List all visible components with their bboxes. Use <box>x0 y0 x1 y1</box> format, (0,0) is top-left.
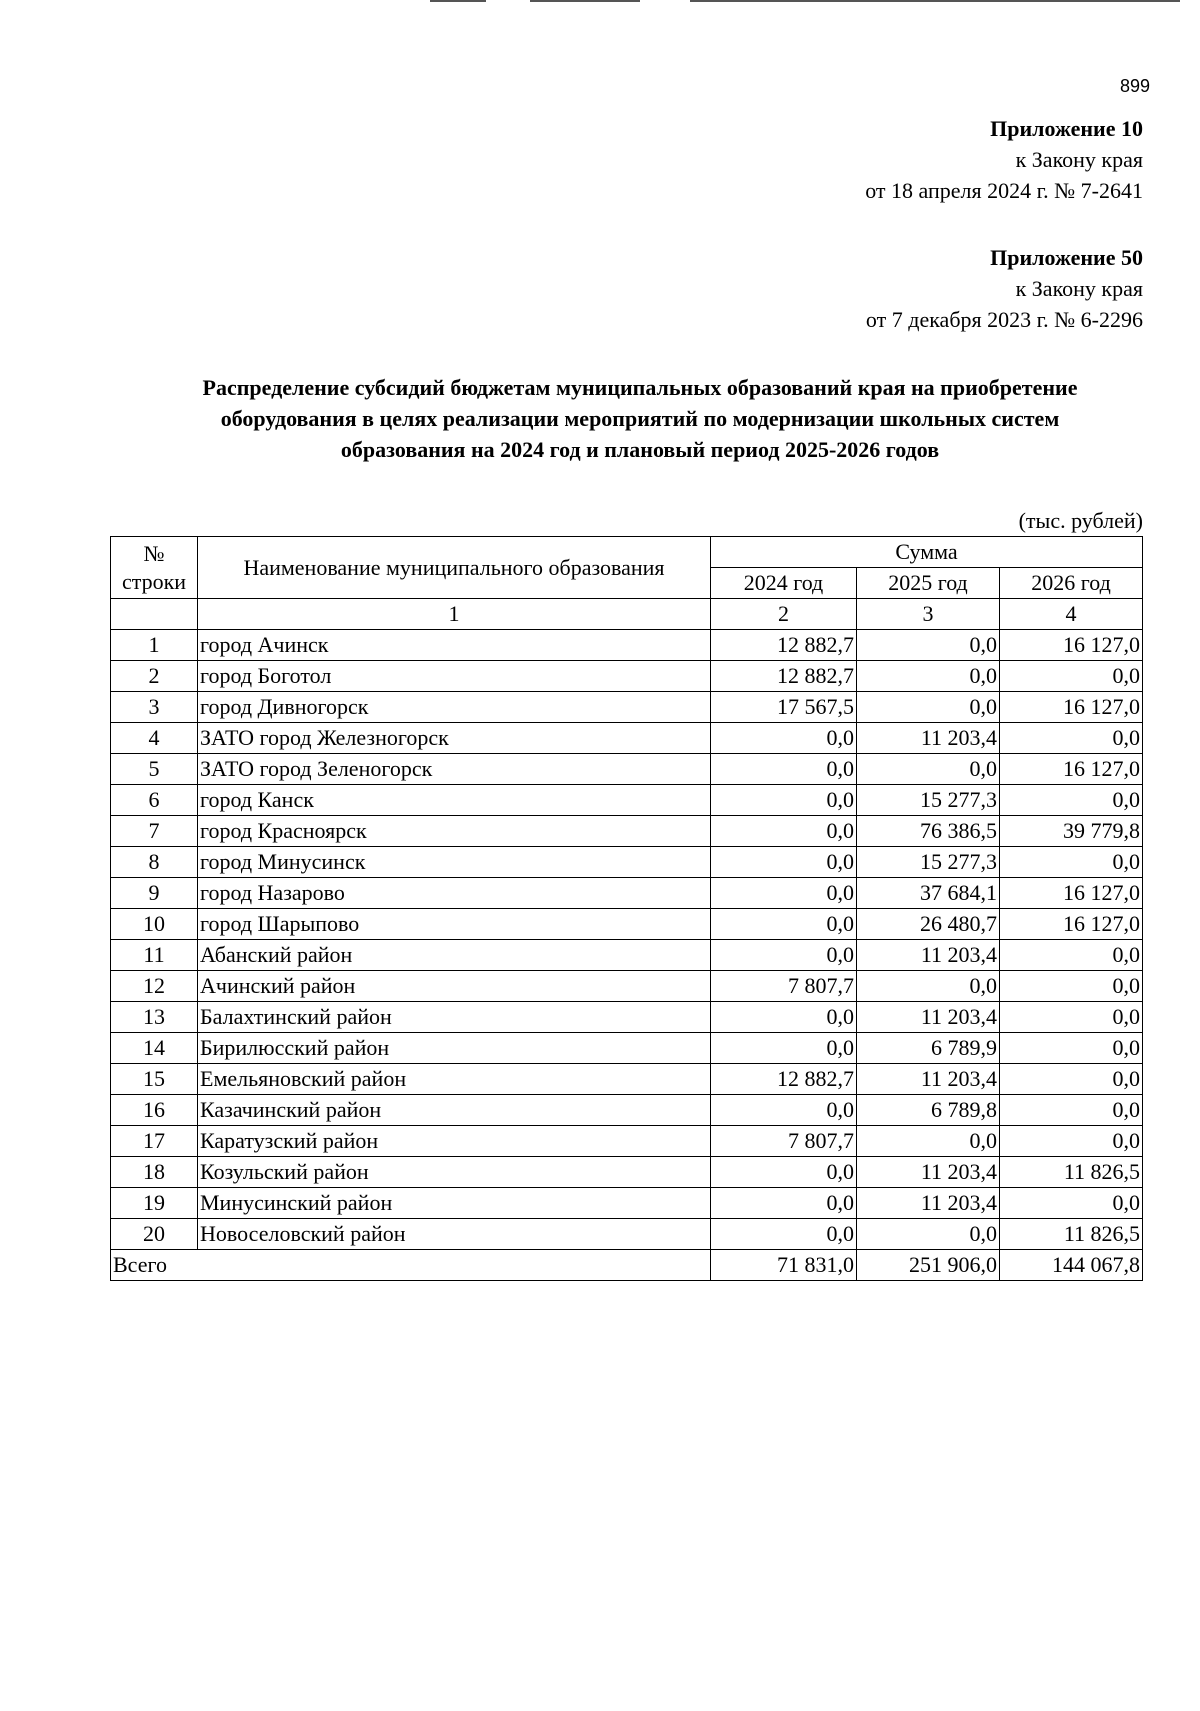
amount-2025: 15 277,3 <box>857 785 1000 816</box>
amount-2025: 6 789,9 <box>857 1033 1000 1064</box>
amount-2025: 0,0 <box>857 1126 1000 1157</box>
amount-2026: 0,0 <box>1000 785 1143 816</box>
table-body <box>111 630 1143 1250</box>
municipality-name: Ачинский район <box>198 971 711 1002</box>
amount-2026: 16 127,0 <box>1000 692 1143 723</box>
row-number: 9 <box>111 878 198 909</box>
amount-2025: 11 203,4 <box>857 723 1000 754</box>
amount-2025: 11 203,4 <box>857 1002 1000 1033</box>
row-number: 18 <box>111 1157 198 1188</box>
table-row <box>111 1126 1143 1157</box>
amount-2025: 0,0 <box>857 630 1000 661</box>
amount-2026: 0,0 <box>1000 661 1143 692</box>
table-row <box>111 754 1143 785</box>
amount-2025: 0,0 <box>857 661 1000 692</box>
total-label: Всего <box>111 1250 711 1281</box>
annex-original <box>866 242 1143 335</box>
annex-law-ref: к Закону края <box>1015 276 1143 301</box>
header-year-2024: 2024 год <box>711 568 857 599</box>
annex-title: Приложение 50 <box>990 245 1143 270</box>
amount-2024: 0,0 <box>711 847 857 878</box>
table-row <box>111 661 1143 692</box>
row-number: 14 <box>111 1033 198 1064</box>
amount-2024: 0,0 <box>711 909 857 940</box>
table-row <box>111 1064 1143 1095</box>
amount-2025: 37 684,1 <box>857 878 1000 909</box>
municipality-name: Балахтинский район <box>198 1002 711 1033</box>
amount-2024: 7 807,7 <box>711 1126 857 1157</box>
row-number: 10 <box>111 909 198 940</box>
amount-2024: 0,0 <box>711 754 857 785</box>
total-2026: 144 067,8 <box>1000 1250 1143 1281</box>
amount-2025: 11 203,4 <box>857 940 1000 971</box>
amount-2024: 12 882,7 <box>711 1064 857 1095</box>
amount-2026: 11 826,5 <box>1000 1157 1143 1188</box>
header-year-2025: 2025 год <box>857 568 1000 599</box>
municipality-name: Минусинский район <box>198 1188 711 1219</box>
row-number: 1 <box>111 630 198 661</box>
row-number: 16 <box>111 1095 198 1126</box>
table-row <box>111 878 1143 909</box>
municipality-name: город Назарово <box>198 878 711 909</box>
row-number: 4 <box>111 723 198 754</box>
table-row <box>111 1002 1143 1033</box>
amount-2024: 0,0 <box>711 816 857 847</box>
amount-2026: 0,0 <box>1000 723 1143 754</box>
amount-2026: 0,0 <box>1000 1188 1143 1219</box>
document-title-line: оборудования в целях реализации мероприятий по модернизации школьных систем <box>220 406 1060 431</box>
municipality-name: Бирилюсский район <box>198 1033 711 1064</box>
header-row-number-symbol: № <box>143 540 165 566</box>
table-row <box>111 1219 1143 1250</box>
row-number: 12 <box>111 971 198 1002</box>
page-number: 899 <box>1119 76 1150 96</box>
row-number: 20 <box>111 1219 198 1250</box>
amount-2024: 0,0 <box>711 1002 857 1033</box>
amount-2024: 17 567,5 <box>711 692 857 723</box>
annex-law-ref: к Закону края <box>1015 147 1143 172</box>
municipality-name: город Минусинск <box>198 847 711 878</box>
municipality-name: Казачинский район <box>198 1095 711 1126</box>
row-number: 17 <box>111 1126 198 1157</box>
amount-2026: 16 127,0 <box>1000 878 1143 909</box>
table-row <box>111 847 1143 878</box>
table-row <box>111 909 1143 940</box>
amount-2025: 0,0 <box>857 692 1000 723</box>
header-year-2026: 2026 год <box>1000 568 1143 599</box>
header-name: Наименование муниципального образования <box>198 537 711 599</box>
amount-2025: 0,0 <box>857 754 1000 785</box>
header-row-number-label: строки <box>121 568 187 594</box>
municipality-name: город Красноярск <box>198 816 711 847</box>
table-row <box>111 1157 1143 1188</box>
amount-2025: 26 480,7 <box>857 909 1000 940</box>
amount-2025: 11 203,4 <box>857 1188 1000 1219</box>
row-number: 13 <box>111 1002 198 1033</box>
amount-2024: 7 807,7 <box>711 971 857 1002</box>
header-row-number <box>111 537 198 599</box>
table-row <box>111 1095 1143 1126</box>
amount-2024: 0,0 <box>711 785 857 816</box>
row-number: 2 <box>111 661 198 692</box>
annex-law-date: от 7 декабря 2023 г. № 6-2296 <box>865 307 1143 332</box>
column-number: 4 <box>1000 599 1143 630</box>
subsidy-table <box>110 536 1143 1281</box>
table-row <box>111 971 1143 1002</box>
amount-2026: 16 127,0 <box>1000 630 1143 661</box>
document-title-line: образования на 2024 год и плановый период 2025-2026 годов <box>340 437 940 462</box>
scan-artifact <box>530 0 640 2</box>
amount-2026: 16 127,0 <box>1000 754 1143 785</box>
header-sum: Сумма <box>711 537 1143 568</box>
amount-2025: 15 277,3 <box>857 847 1000 878</box>
column-number: 3 <box>857 599 1000 630</box>
table-row <box>111 692 1143 723</box>
annex-law-date: от 18 апреля 2024 г. № 7-2641 <box>865 178 1143 203</box>
amount-2025: 76 386,5 <box>857 816 1000 847</box>
amount-2026: 0,0 <box>1000 1033 1143 1064</box>
municipality-name: Новоселовский район <box>198 1219 711 1250</box>
annex-current <box>865 113 1143 206</box>
amount-2024: 0,0 <box>711 723 857 754</box>
amount-2025: 0,0 <box>857 1219 1000 1250</box>
amount-2026: 0,0 <box>1000 1126 1143 1157</box>
municipality-name: город Ачинск <box>198 630 711 661</box>
amount-2024: 0,0 <box>711 1219 857 1250</box>
municipality-name: Козульский район <box>198 1157 711 1188</box>
amount-2024: 0,0 <box>711 1095 857 1126</box>
amount-2026: 0,0 <box>1000 971 1143 1002</box>
amount-2024: 0,0 <box>711 1033 857 1064</box>
row-number: 7 <box>111 816 198 847</box>
column-number <box>111 599 198 630</box>
amount-2024: 0,0 <box>711 1157 857 1188</box>
amount-2025: 11 203,4 <box>857 1064 1000 1095</box>
municipality-name: ЗАТО город Железногорск <box>198 723 711 754</box>
amount-2026: 39 779,8 <box>1000 816 1143 847</box>
scan-artifact <box>690 0 1180 2</box>
amount-2026: 0,0 <box>1000 1095 1143 1126</box>
amount-2025: 11 203,4 <box>857 1157 1000 1188</box>
amount-2024: 12 882,7 <box>711 661 857 692</box>
amount-2024: 0,0 <box>711 878 857 909</box>
scan-artifact <box>430 0 486 2</box>
municipality-name: ЗАТО город Зеленогорск <box>198 754 711 785</box>
amount-2026: 0,0 <box>1000 1064 1143 1095</box>
row-number: 19 <box>111 1188 198 1219</box>
amount-2024: 12 882,7 <box>711 630 857 661</box>
annex-title: Приложение 10 <box>990 116 1143 141</box>
municipality-name: Каратузский район <box>198 1126 711 1157</box>
table-row <box>111 1188 1143 1219</box>
column-number: 2 <box>711 599 857 630</box>
total-2025: 251 906,0 <box>857 1250 1000 1281</box>
amount-2026: 11 826,5 <box>1000 1219 1143 1250</box>
amount-2024: 0,0 <box>711 1188 857 1219</box>
document-title-line: Распределение субсидий бюджетам муниципальных образований края на приобретение <box>202 375 1078 400</box>
total-row <box>111 1250 1143 1281</box>
municipality-name: Емельяновский район <box>198 1064 711 1095</box>
amount-2026: 0,0 <box>1000 1002 1143 1033</box>
row-number: 11 <box>111 940 198 971</box>
municipality-name: город Дивногорск <box>198 692 711 723</box>
table-row <box>111 723 1143 754</box>
amount-2025: 0,0 <box>857 971 1000 1002</box>
row-number: 15 <box>111 1064 198 1095</box>
table-header-row <box>111 537 1143 568</box>
row-number: 3 <box>111 692 198 723</box>
column-number: 1 <box>198 599 711 630</box>
row-number: 8 <box>111 847 198 878</box>
row-number: 6 <box>111 785 198 816</box>
amount-2025: 6 789,8 <box>857 1095 1000 1126</box>
municipality-name: город Шарыпово <box>198 909 711 940</box>
table-row <box>111 630 1143 661</box>
table-row <box>111 785 1143 816</box>
table-row <box>111 940 1143 971</box>
municipality-name: Абанский район <box>198 940 711 971</box>
municipality-name: город Канск <box>198 785 711 816</box>
amount-2024: 0,0 <box>711 940 857 971</box>
amount-2026: 0,0 <box>1000 940 1143 971</box>
document-title <box>110 372 1170 465</box>
table-row <box>111 816 1143 847</box>
total-2024: 71 831,0 <box>711 1250 857 1281</box>
amount-2026: 16 127,0 <box>1000 909 1143 940</box>
table-row <box>111 1033 1143 1064</box>
row-number: 5 <box>111 754 198 785</box>
amount-2026: 0,0 <box>1000 847 1143 878</box>
units-label: (тыс. рублей) <box>1018 508 1143 533</box>
municipality-name: город Боготол <box>198 661 711 692</box>
column-number-row <box>111 599 1143 630</box>
